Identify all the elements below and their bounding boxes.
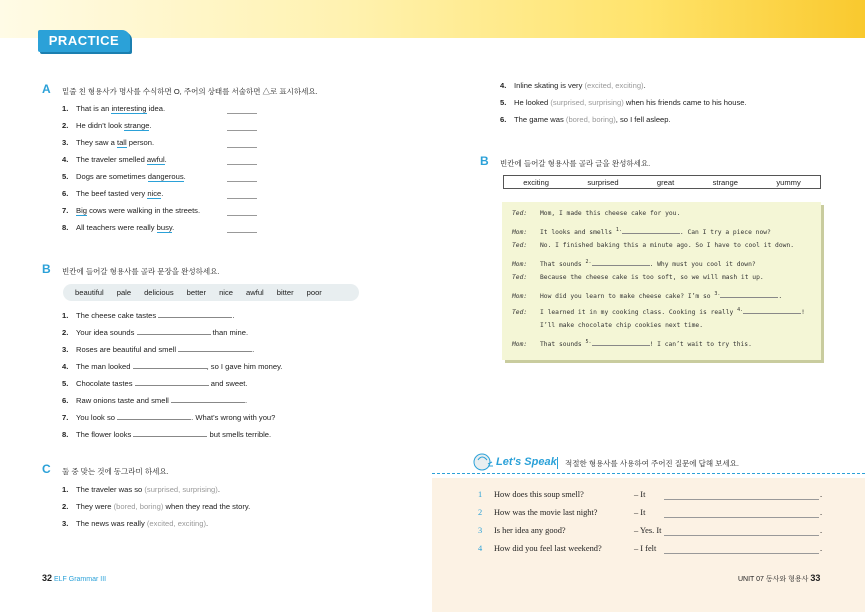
dialogue-text: No. I finished baking this a minute ago. So I have to cool it down. xyxy=(540,242,795,249)
fill-blank[interactable] xyxy=(135,378,209,386)
underlined-adjective: busy xyxy=(156,223,173,232)
item-text: . xyxy=(232,311,235,320)
section-b-title: 빈칸에 들어갈 형용사를 골라 문장을 완성하세요. xyxy=(62,267,220,276)
answer-start: – It xyxy=(634,508,646,517)
word-bank-item: poor xyxy=(306,288,322,297)
answer-line[interactable] xyxy=(227,113,257,114)
dialogue-text: It looks and smells xyxy=(540,229,616,237)
answer-end: . xyxy=(820,508,823,517)
item-text: cows were walking in the streets. xyxy=(86,206,201,215)
list-item xyxy=(62,518,250,535)
list-item xyxy=(62,154,200,171)
item-text: . What’s wrong with you? xyxy=(191,413,276,422)
item-text: when his friends came to his house. xyxy=(623,98,747,107)
speaker-name: Ted: xyxy=(512,242,528,249)
item-number: 2. xyxy=(62,121,69,130)
answer-line[interactable] xyxy=(227,215,257,216)
item-text: . xyxy=(217,485,220,494)
answer-end: . xyxy=(820,544,823,553)
underlined-adjective: dangerous xyxy=(147,172,184,181)
fill-blank[interactable] xyxy=(592,340,650,346)
dialogue-text: . xyxy=(778,293,783,301)
word-bank-item: better xyxy=(186,288,207,297)
item-text: All teachers were really xyxy=(76,223,157,232)
speaker-name: Ted: xyxy=(512,210,528,217)
item-text: . xyxy=(149,121,152,130)
speak-separator xyxy=(557,457,558,469)
footer-right xyxy=(738,573,820,584)
item-text: The game was xyxy=(514,115,566,124)
list-item xyxy=(62,310,282,327)
right-page-number: 33 xyxy=(810,573,821,583)
section-a-letter: A xyxy=(42,82,51,96)
item-number: 7. xyxy=(62,413,69,422)
word-bank-item: great xyxy=(656,177,675,187)
item-text: when they read the story. xyxy=(163,502,251,511)
choice-options[interactable]: (bored, boring) xyxy=(113,502,164,511)
item-text: idea. xyxy=(146,104,166,113)
question-text: How did you feel last weekend? xyxy=(494,544,602,553)
speaker-name: Ted: xyxy=(512,309,528,317)
blank-number: 1. xyxy=(615,227,622,233)
item-text: . xyxy=(164,155,167,164)
item-text: The man looked xyxy=(76,362,133,371)
list-item xyxy=(62,344,282,361)
item-text: . xyxy=(206,519,209,528)
fill-blank[interactable] xyxy=(137,327,211,335)
list-item xyxy=(62,395,282,412)
list-item xyxy=(62,222,200,239)
section-a-list xyxy=(62,103,200,239)
speaker-name: Ted: xyxy=(512,274,528,281)
question-text: Is her idea any good? xyxy=(494,526,566,535)
list-item xyxy=(62,205,200,222)
word-bank-item: exciting xyxy=(523,177,549,187)
list-item xyxy=(62,361,282,378)
word-bank-item: nice xyxy=(219,288,233,297)
answer-end: . xyxy=(820,490,823,499)
item-number: 3. xyxy=(62,345,69,354)
lets-speak-instruction: 적절한 형용사를 사용하여 주어진 질문에 답해 보세요. xyxy=(565,459,739,468)
speaker-head-icon xyxy=(472,452,494,472)
list-item xyxy=(500,97,747,114)
answer-line[interactable] xyxy=(664,517,819,518)
word-bank-item: yummy xyxy=(776,177,801,187)
fill-blank[interactable] xyxy=(592,260,650,266)
section-b2-letter: B xyxy=(480,154,489,168)
dialogue-line xyxy=(512,209,821,225)
underlined-adjective: interesting xyxy=(111,104,147,113)
list-item xyxy=(62,484,250,501)
answer-start: – Yes. It xyxy=(634,526,662,535)
speak-divider xyxy=(432,473,865,474)
item-number: 1. xyxy=(62,485,69,494)
list-item xyxy=(62,103,200,120)
section-b-word-bank xyxy=(63,284,359,301)
item-text: The beef tasted very xyxy=(76,189,148,198)
item-text: You look so xyxy=(76,413,118,422)
list-item xyxy=(62,412,282,429)
choice-options[interactable]: (surprised, surprising) xyxy=(144,485,218,494)
item-number: 1. xyxy=(62,104,69,113)
item-text: , so I fell asleep. xyxy=(615,115,671,124)
fill-blank[interactable] xyxy=(117,412,191,420)
item-text: . xyxy=(161,189,164,198)
item-number: 4. xyxy=(62,362,69,371)
question-number: 3 xyxy=(478,526,483,535)
item-text: . xyxy=(172,223,175,232)
item-number: 3. xyxy=(62,138,69,147)
dialogue-text: That sounds xyxy=(540,341,586,349)
dialogue-line xyxy=(512,225,821,241)
top-banner xyxy=(0,0,865,38)
item-number: 3. xyxy=(62,519,69,528)
dialogue-line xyxy=(512,289,821,305)
dialogue-line xyxy=(512,241,821,257)
fill-blank[interactable] xyxy=(171,395,248,405)
question-number: 1 xyxy=(478,490,483,499)
underlined-adjective: strange xyxy=(124,121,150,130)
dialogue-text: I’ll make chocolate chip cookies next time. xyxy=(540,322,704,329)
item-text: than mine. xyxy=(210,328,249,337)
answer-line[interactable] xyxy=(227,147,257,148)
underlined-adjective: nice xyxy=(147,189,162,198)
dialogue-text: Mom, I made this cheese cake for you. xyxy=(540,210,681,217)
item-text: but smells terrible. xyxy=(207,430,272,439)
right-unit-title: UNIT 07 동사와 형용사 xyxy=(738,576,809,583)
dialogue-text: How did you learn to make cheese cake? I’m so xyxy=(540,293,715,301)
item-number: 4. xyxy=(62,155,69,164)
dialogue-text: I learned it in my cooking class. Cooking is really xyxy=(540,309,738,317)
list-item xyxy=(62,120,200,137)
choice-options[interactable]: (excited, exciting) xyxy=(146,519,206,528)
answer-line[interactable] xyxy=(664,499,819,500)
lets-speak-label: Let's Speak xyxy=(496,456,557,468)
section-c-title: 둘 중 맞는 것에 동그라미 하세요. xyxy=(62,467,169,476)
item-text: , so I gave him money. xyxy=(206,362,283,371)
choice-options[interactable]: (excited, exciting) xyxy=(584,81,644,90)
dialogue-text: ! xyxy=(801,309,805,317)
item-text: . xyxy=(252,345,255,354)
list-item xyxy=(500,114,747,131)
item-text: Roses are beautiful and smell xyxy=(76,345,179,354)
choice-options[interactable]: (surprised, surprising) xyxy=(550,98,624,107)
item-number: 7. xyxy=(62,206,69,215)
item-text: Dogs are sometimes xyxy=(76,172,148,181)
answer-line[interactable] xyxy=(664,553,819,554)
word-bank-item: surprised xyxy=(587,177,619,187)
item-text: The flower looks xyxy=(76,430,134,439)
item-number: 6. xyxy=(62,189,69,198)
blank-number: 3. xyxy=(714,291,721,297)
dialogue-text: ! I can’t wait to try this. xyxy=(649,341,752,349)
list-item xyxy=(62,188,200,205)
list-item xyxy=(62,171,200,188)
item-number: 8. xyxy=(62,430,69,439)
item-text: Chocolate tastes xyxy=(76,379,135,388)
answer-start: – It xyxy=(634,490,646,499)
item-number: 5. xyxy=(62,172,69,181)
section-b-letter: B xyxy=(42,262,51,276)
item-text: . xyxy=(244,396,248,405)
question-text: How was the movie last night? xyxy=(494,508,598,517)
question-text: How does this soup smell? xyxy=(494,490,584,499)
dialogue-line xyxy=(512,321,821,337)
item-text: They were xyxy=(76,502,114,511)
speaker-name: Mom: xyxy=(512,293,528,301)
choice-options[interactable]: (bored, boring) xyxy=(565,115,616,124)
fill-blank[interactable] xyxy=(133,429,207,437)
item-text: That is an xyxy=(76,104,112,113)
item-text: person. xyxy=(126,138,155,147)
item-number: 2. xyxy=(62,502,69,511)
dialogue-line xyxy=(512,305,821,321)
dialogue-text: . Can I try a piece now? xyxy=(679,229,771,237)
list-item xyxy=(62,327,282,344)
item-number: 6. xyxy=(62,396,69,405)
dialogue-text: . Why must you cool it down? xyxy=(649,261,756,269)
speaker-name: Mom: xyxy=(512,229,528,237)
item-text: The traveler was so xyxy=(76,485,145,494)
fill-blank[interactable] xyxy=(622,228,680,234)
list-item xyxy=(500,80,747,97)
speaker-name: Mom: xyxy=(512,341,528,349)
question-number: 2 xyxy=(478,508,483,517)
item-text: He didn’t look xyxy=(76,121,125,130)
answer-line[interactable] xyxy=(227,130,257,131)
fill-blank[interactable] xyxy=(743,308,801,314)
word-bank-item: beautiful xyxy=(75,288,104,297)
word-bank-item: awful xyxy=(246,288,264,297)
dialogue-line xyxy=(512,257,821,273)
fill-blank[interactable] xyxy=(720,292,778,298)
item-text: The news was really xyxy=(76,519,147,528)
blank-number: 2. xyxy=(585,259,592,265)
section-c-list-right xyxy=(500,80,747,131)
item-number: 5. xyxy=(62,379,69,388)
section-b-list xyxy=(62,310,282,446)
underlined-adjective: tall xyxy=(116,138,127,147)
section-b2-word-bank xyxy=(503,175,821,189)
word-bank-item: strange xyxy=(712,177,738,187)
dialogue-text: That sounds xyxy=(540,261,586,269)
word-bank-item: bitter xyxy=(276,288,294,297)
item-text: Your idea sounds xyxy=(76,328,137,337)
dialogue-text: Because the cheese cake is too soft, so we will mash it up. xyxy=(540,274,764,281)
fill-blank[interactable] xyxy=(133,361,207,369)
item-number: 4. xyxy=(500,81,507,90)
blank-number: 4. xyxy=(737,307,744,313)
item-text: The cheese cake tastes xyxy=(76,311,159,320)
item-text: He looked xyxy=(514,98,551,107)
item-number: 6. xyxy=(500,115,507,124)
item-number: 5. xyxy=(500,98,507,107)
speaker-name: Mom: xyxy=(512,261,528,269)
list-item xyxy=(62,429,282,446)
question-number: 4 xyxy=(478,544,483,553)
dialogue-line xyxy=(512,273,821,289)
item-number: 8. xyxy=(62,223,69,232)
list-item xyxy=(62,137,200,154)
dialogue-box xyxy=(502,202,821,360)
word-bank-item: delicious xyxy=(144,288,174,297)
item-number: 1. xyxy=(62,311,69,320)
left-book-title: ELF Grammar III xyxy=(53,576,107,583)
item-text: . xyxy=(643,81,646,90)
word-bank-item: pale xyxy=(116,288,132,297)
underlined-adjective: Big xyxy=(76,206,87,215)
item-text: and sweet. xyxy=(208,379,248,388)
dialogue-line xyxy=(512,337,821,353)
section-b2-title: 빈칸에 들어갈 형용사를 골라 글을 완성하세요. xyxy=(500,159,651,168)
item-text: The traveler smelled xyxy=(76,155,147,164)
fill-blank[interactable] xyxy=(158,310,235,320)
answer-end: . xyxy=(820,526,823,535)
list-item xyxy=(62,501,250,518)
blank-number: 5. xyxy=(585,339,592,345)
item-text: . xyxy=(183,172,186,181)
item-text: They saw a xyxy=(76,138,117,147)
answer-start: – I felt xyxy=(634,544,657,553)
item-text: Raw onions taste and smell xyxy=(76,396,171,405)
item-number: 2. xyxy=(62,328,69,337)
answer-line[interactable] xyxy=(227,164,257,165)
fill-blank[interactable] xyxy=(178,344,255,354)
answer-line[interactable] xyxy=(664,535,819,536)
footer-left xyxy=(42,573,106,583)
answer-line[interactable] xyxy=(227,181,257,182)
answer-line[interactable] xyxy=(227,198,257,199)
item-text: Inline skating is very xyxy=(514,81,585,90)
left-page-number: 32 xyxy=(42,573,53,583)
underlined-adjective: awful xyxy=(146,155,165,164)
practice-badge: PRACTICE xyxy=(38,30,130,52)
answer-line[interactable] xyxy=(227,232,257,233)
section-a-title: 밑줄 친 형용사가 명사를 수식하면 O, 주어의 상태를 서술하면 △로 표시하세요. xyxy=(62,87,318,96)
list-item xyxy=(62,378,282,395)
section-c-letter: C xyxy=(42,462,51,476)
section-c-list-left xyxy=(62,484,250,535)
